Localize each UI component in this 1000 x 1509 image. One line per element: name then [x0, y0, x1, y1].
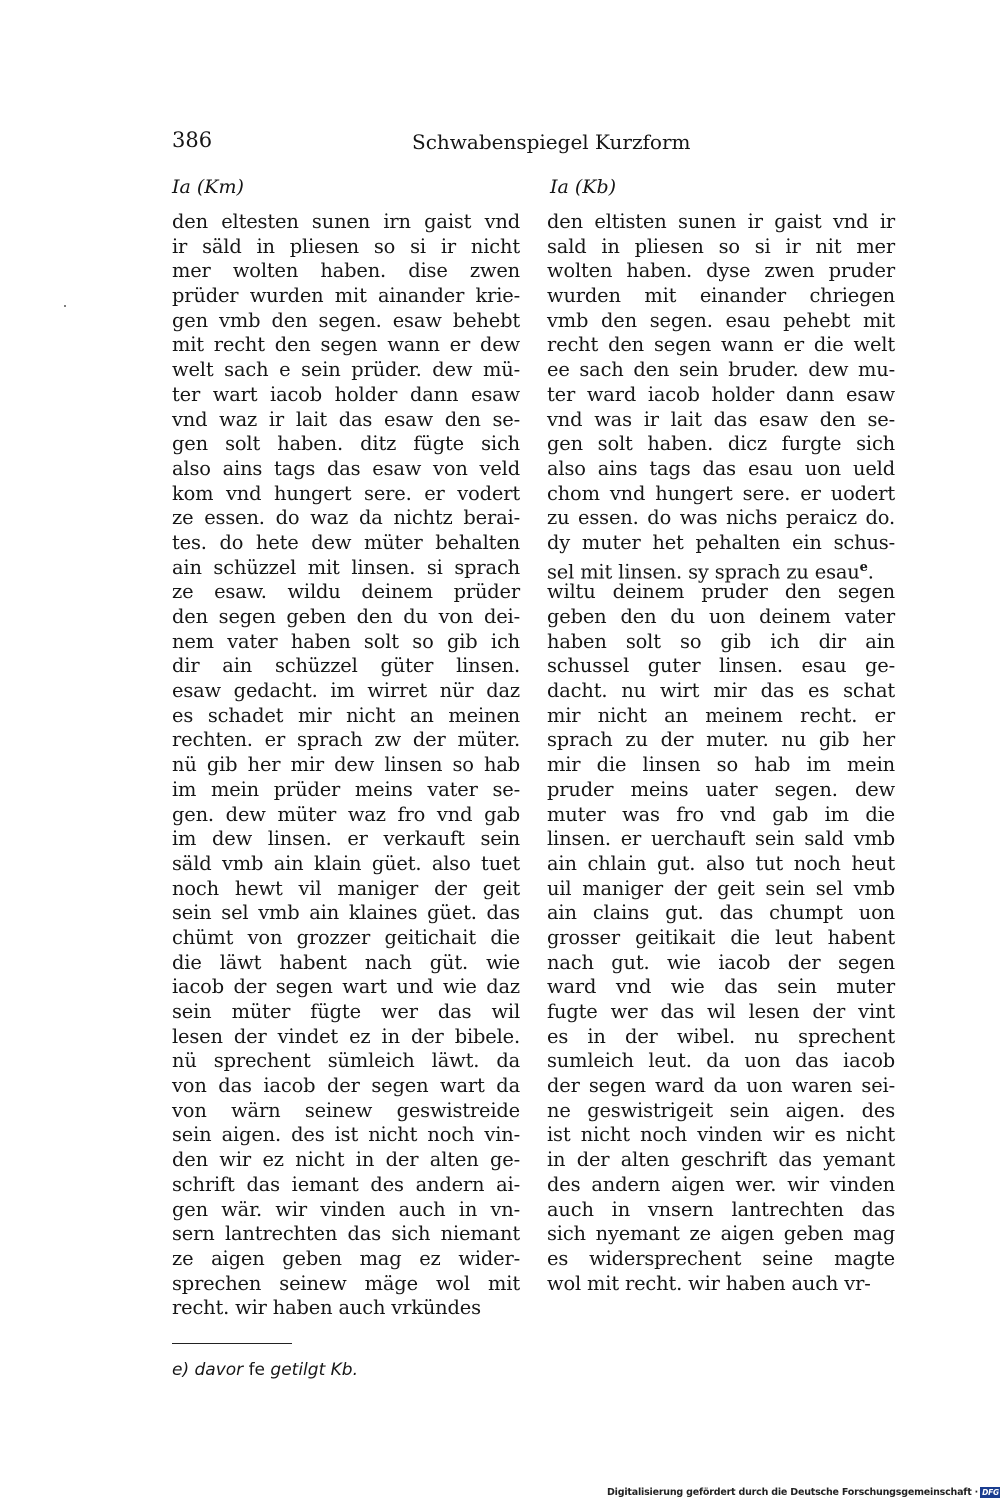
line-text: ter wart iacob holder dann esaw: [172, 382, 520, 406]
text-line: [547, 975, 895, 1000]
text-line: [547, 235, 895, 260]
line-text: uil maniger der geit sein sel vmb: [547, 876, 895, 900]
line-text: vnd waz ir lait das esaw den se-: [172, 407, 520, 431]
line-text: säld vmb ain klain güet. also tuet: [172, 851, 520, 875]
text-line: [547, 580, 895, 605]
text-line: [172, 1272, 520, 1297]
line-text: gen solt haben. ditz fügte sich: [172, 432, 520, 456]
line-text: dy muter het pehalten ein schus-: [547, 530, 895, 554]
line-text: wol mit recht. wir haben auch vr-: [547, 1271, 871, 1295]
line-text: sprach zu der muter. nu gib her: [547, 728, 895, 752]
line-text: sel mit linsen. sy sprach zu esau: [547, 560, 860, 584]
line-text: den eltesten sunen irn gaist vnd: [172, 210, 520, 233]
text-line: [172, 432, 520, 457]
line-text: ain schüzzel mit linsen. si sprach: [172, 555, 520, 579]
text-line: [547, 778, 895, 803]
text-line: [547, 556, 895, 584]
line-text: gen wär. wir vinden auch in vn-: [172, 1197, 520, 1221]
line-text: gen solt haben. dicz furgte sich: [547, 432, 895, 456]
text-line: [172, 383, 520, 408]
footnote-marker: e: [859, 559, 868, 575]
text-line: [172, 1025, 520, 1050]
line-text: prüder wurden mit ainander krie-: [172, 284, 520, 308]
text-line: [547, 1074, 895, 1099]
text-line: [547, 1272, 895, 1297]
text-line: [172, 753, 520, 778]
text-line: [547, 383, 895, 408]
footnote-marker-suffix: .: [867, 560, 874, 584]
text-line: [172, 482, 520, 507]
footnote-note: getilgt Kb.: [270, 1360, 358, 1380]
text-line: [547, 284, 895, 309]
text-line: [547, 358, 895, 383]
line-text: grosser geitikait die leut habent: [547, 925, 895, 949]
line-text: mer wolten haben. dise zwen: [172, 259, 520, 283]
line-text: kom vnd hungert sere. er vodert: [172, 481, 520, 505]
text-line: [172, 605, 520, 630]
line-text: dacht. nu wirt mir das es schat: [547, 679, 895, 703]
line-text: welt sach e sein prüder. dew mü-: [172, 358, 520, 382]
line-text: mir nicht an meinem recht. er: [547, 703, 895, 727]
text-line: [172, 679, 520, 704]
text-line: [547, 259, 895, 284]
text-line: [172, 1296, 520, 1321]
line-text: der segen ward da uon waren sei-: [547, 1074, 895, 1098]
text-line: [172, 1123, 520, 1148]
text-line: [547, 728, 895, 753]
text-line: [172, 284, 520, 309]
text-line: [172, 728, 520, 753]
text-line: [172, 778, 520, 803]
text-line: [547, 408, 895, 433]
text-line: [547, 901, 895, 926]
line-text: dir ain schüzzel güter linsen.: [172, 654, 520, 678]
text-line: [547, 951, 895, 976]
text-line: [547, 1025, 895, 1050]
line-text: sprechen seinew mäge wol mit: [172, 1271, 520, 1295]
text-line: [547, 679, 895, 704]
text-line: [172, 235, 520, 260]
scan-speck: [64, 305, 66, 307]
left-text-column: [172, 210, 520, 1321]
text-line: [172, 1222, 520, 1247]
text-line: [547, 1123, 895, 1148]
line-text: sein aigen. des ist nicht noch vin-: [172, 1123, 520, 1147]
line-text: nach gut. wie iacob der segen: [547, 950, 895, 974]
text-line: [172, 654, 520, 679]
text-line: [547, 531, 895, 556]
line-text: also ains tags das esau uon ueld: [547, 456, 895, 480]
text-line: [547, 753, 895, 778]
line-text: ward vnd wie das sein muter: [547, 975, 895, 999]
line-text: sumleich leut. da uon das iacob: [547, 1049, 895, 1073]
line-text: in der alten geschrift das yemant: [547, 1148, 895, 1172]
text-line: [547, 704, 895, 729]
page-number: 386: [172, 128, 213, 152]
line-text: sein müter fügte wer das wil: [172, 1000, 520, 1023]
line-text: ain clains gut. das chumpt uon: [547, 901, 895, 925]
text-line: [547, 482, 895, 507]
text-line: [172, 259, 520, 284]
text-line: [547, 457, 895, 482]
text-line: [547, 1222, 895, 1247]
footnote-label: e) davor: [172, 1360, 244, 1380]
line-text: schrift das iemant des andern ai-: [172, 1172, 520, 1196]
text-line: [172, 457, 520, 482]
right-column-heading: Ia (Kb): [550, 176, 617, 198]
text-line: [547, 1247, 895, 1272]
line-text: also ains tags das esaw von veld: [172, 456, 520, 480]
text-line: [547, 309, 895, 334]
line-text: den wir ez nicht in der alten ge-: [172, 1148, 520, 1172]
text-line: [172, 556, 520, 581]
text-line: [172, 1000, 520, 1025]
line-text: im mein prüder meins vater se-: [172, 777, 520, 801]
text-line: [547, 333, 895, 358]
text-line: [547, 1099, 895, 1124]
line-text: chom vnd hungert sere. er uodert: [547, 481, 895, 505]
footnote-rule: [172, 1343, 292, 1344]
text-line: [172, 877, 520, 902]
line-text: noch hewt vil maniger der geit: [172, 876, 520, 900]
text-line: [547, 926, 895, 951]
line-text: haben solt so gib ich dir ain: [547, 629, 895, 653]
text-line: [172, 704, 520, 729]
line-text: gen. dew müter waz fro vnd gab: [172, 802, 520, 826]
line-text: von wärn seinew geswistreide: [172, 1098, 520, 1122]
text-line: [547, 1198, 895, 1223]
text-line: [172, 408, 520, 433]
text-line: [172, 580, 520, 605]
text-line: [172, 1148, 520, 1173]
text-line: [172, 358, 520, 383]
line-text: ter ward iacob holder dann esaw: [547, 382, 895, 406]
line-text: sein sel vmb ain klaines güet. das: [172, 901, 520, 925]
line-text: wurden mit einander chriegen: [547, 284, 895, 308]
text-line: [547, 210, 895, 235]
text-line: [172, 1049, 520, 1074]
line-text: ze essen. do waz da nichtz berai-: [172, 506, 520, 530]
text-line: [172, 951, 520, 976]
footnote-word: fe: [248, 1360, 266, 1380]
line-text: es in der wibel. nu sprechent: [547, 1024, 895, 1048]
line-text: fugte wer das wil lesen der vint: [547, 1000, 895, 1023]
text-line: [547, 1148, 895, 1173]
line-text: schussel guter linsen. esau ge-: [547, 654, 895, 678]
line-text: im dew linsen. er verkauft sein: [172, 827, 520, 851]
line-text: geben den du uon deinem vater: [547, 605, 895, 628]
text-line: [172, 1074, 520, 1099]
text-line: [172, 531, 520, 556]
line-text: ir säld in pliesen so si ir nicht: [172, 234, 520, 258]
text-line: [547, 506, 895, 531]
line-text: es schadet mir nicht an meinen: [172, 703, 520, 727]
line-text: nem vater haben solt so gib ich: [172, 629, 520, 653]
text-line: [172, 803, 520, 828]
line-text: den eltisten sunen ir gaist vnd ir: [547, 210, 895, 233]
line-text: mit recht den segen wann er dew: [172, 333, 520, 357]
text-line: [172, 1247, 520, 1272]
line-text: es widersprechent seine magte: [547, 1246, 895, 1270]
line-text: ain chlain gut. also tut noch heut: [547, 851, 895, 875]
line-text: vnd was ir lait das esaw den se-: [547, 407, 895, 431]
digitization-credit: [607, 1487, 1000, 1498]
dfg-logo: DFG: [982, 1488, 1000, 1497]
line-text: den segen geben den du von dei-: [172, 605, 520, 628]
text-line: [547, 877, 895, 902]
line-text: tes. do hete dew müter behalten: [172, 530, 520, 554]
text-line: [172, 901, 520, 926]
line-text: wiltu deinem pruder den segen: [547, 580, 895, 604]
text-line: [172, 852, 520, 877]
line-text: esaw gedacht. im wirret nür daz: [172, 679, 520, 703]
line-text: chümt von grozzer geitichait die: [172, 925, 520, 949]
line-text: recht den segen wann er die welt: [547, 333, 895, 357]
line-text: gen vmb den segen. esaw behebt: [172, 308, 520, 332]
text-line: [172, 210, 520, 235]
text-line: [172, 333, 520, 358]
line-text: zu essen. do was nichs peraicz do.: [547, 506, 895, 530]
text-line: [172, 926, 520, 951]
line-text: wolten haben. dyse zwen pruder: [547, 259, 895, 283]
text-line: [547, 1049, 895, 1074]
line-text: von das iacob der segen wart da: [172, 1074, 520, 1098]
left-column-heading: Ia (Km): [172, 176, 244, 198]
text-line: [172, 630, 520, 655]
text-line: [547, 432, 895, 457]
line-text: ze esaw. wildu deinem prüder: [172, 580, 520, 604]
line-text: lesen der vindet ez in der bibele.: [172, 1024, 520, 1048]
footnote: [172, 1360, 358, 1380]
line-text: pruder meins uater segen. dew: [547, 777, 895, 801]
line-text: ze aigen geben mag ez wider-: [172, 1246, 520, 1270]
line-text: rechten. er sprach zw der müter.: [172, 728, 520, 752]
line-text: nü gib her mir dew linsen so hab: [172, 753, 520, 777]
right-text-column: [547, 210, 895, 1296]
text-line: [547, 654, 895, 679]
running-title: Schwabenspiegel Kurzform: [412, 130, 691, 154]
line-text: mir die linsen so hab im mein: [547, 753, 895, 777]
text-line: [547, 827, 895, 852]
text-line: [172, 975, 520, 1000]
line-text: ist nicht noch vinden wir es nicht: [547, 1123, 895, 1147]
line-text: linsen. er uerchauft sein sald vmb: [547, 827, 895, 851]
line-text: sern lantrechten das sich niemant: [172, 1222, 520, 1246]
text-line: [172, 1198, 520, 1223]
line-text: des andern aigen wer. wir vinden: [547, 1172, 895, 1196]
line-text: muter was fro vnd gab im die: [547, 802, 895, 826]
line-text: recht. wir haben auch vrkündes: [172, 1296, 481, 1320]
text-line: [172, 506, 520, 531]
line-text: die läwt habent nach güt. wie: [172, 950, 520, 974]
line-text: sich nyemant ze aigen geben mag: [547, 1222, 895, 1246]
text-line: [547, 605, 895, 630]
text-line: [172, 1173, 520, 1198]
line-text: ne geswistrigeit sein aigen. des: [547, 1098, 895, 1122]
text-line: [172, 1099, 520, 1124]
line-text: iacob der segen wart und wie daz: [172, 975, 520, 999]
text-line: [172, 827, 520, 852]
line-text: auch in vnsern lantrechten das: [547, 1197, 895, 1221]
line-text: nü sprechent sümleich läwt. da: [172, 1049, 520, 1073]
text-line: [172, 309, 520, 334]
line-text: sald in pliesen so si ir nit mer: [547, 234, 895, 258]
line-text: ee sach den sein bruder. dew mu-: [547, 358, 895, 382]
line-text: vmb den segen. esau pehebt mit: [547, 308, 895, 332]
text-line: [547, 630, 895, 655]
credit-text: Digitalisierung gefördert durch die Deutsche Forschungsgemeinschaft ·: [607, 1487, 979, 1498]
text-line: [547, 852, 895, 877]
text-line: [547, 803, 895, 828]
text-line: [547, 1173, 895, 1198]
text-line: [547, 1000, 895, 1025]
